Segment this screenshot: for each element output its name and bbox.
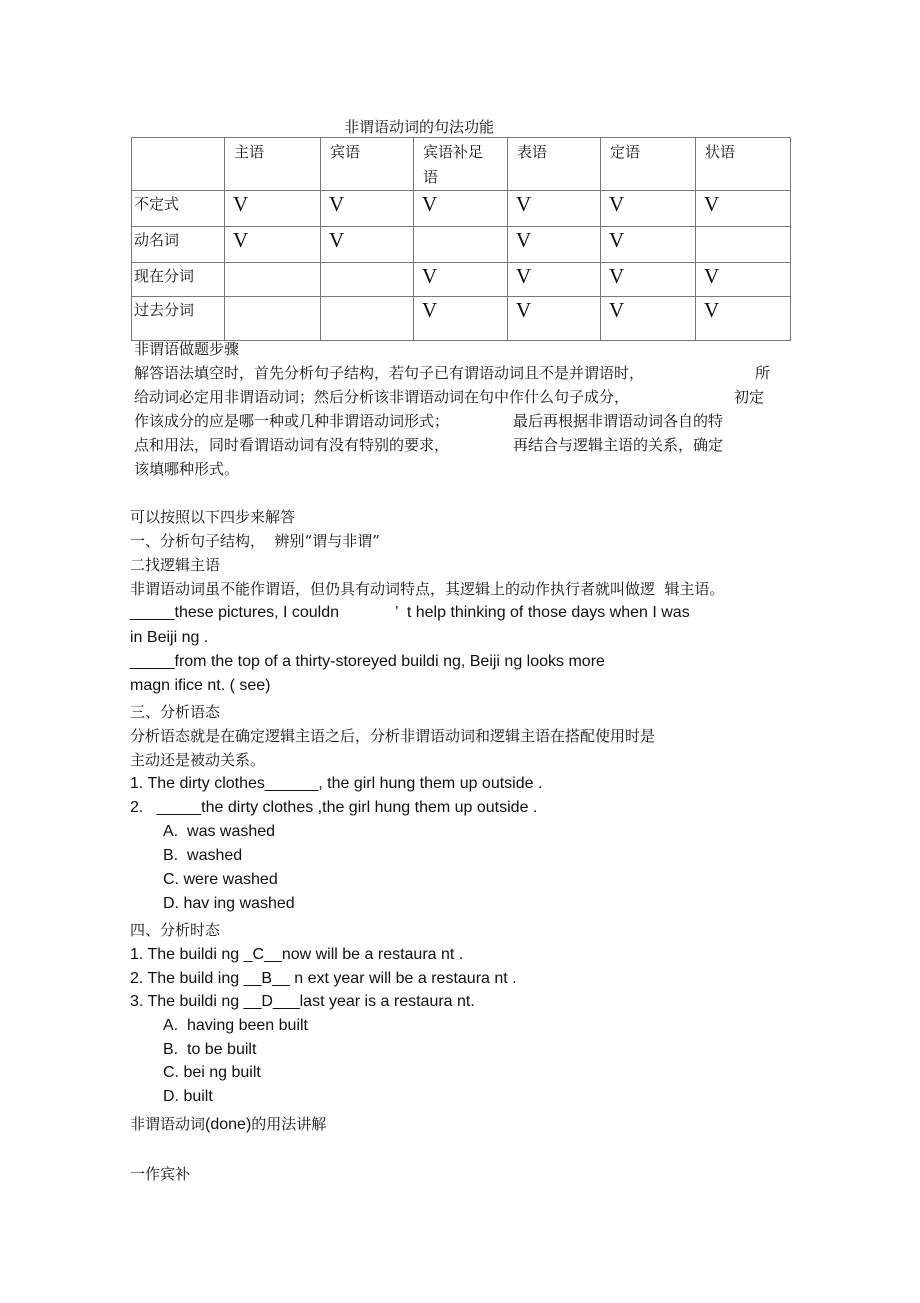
check-mark: V [233, 192, 249, 216]
steps-heading: 非谓语做题步骤 [134, 340, 240, 358]
done-subheading-object-complement: 一作宾补 [130, 1165, 191, 1183]
header-cell-object-complement [414, 138, 508, 191]
row-label: 现在分词 [132, 263, 225, 297]
table-cell [696, 297, 791, 341]
table-cell [414, 263, 508, 297]
check-mark: V [516, 264, 532, 288]
example1-line2: in Beiji ng . [130, 629, 209, 646]
steps-line-3a: 作该成分的应是哪一种或几种非谓语动词形式； [134, 412, 450, 430]
check-mark: V [233, 228, 249, 252]
voice-option-b: B. washed [163, 847, 243, 864]
tense-question-1: 1. The buildi ng _C__now will be a restaura nt . [130, 946, 464, 963]
steps-line-1b: 所 [755, 364, 771, 382]
check-mark: V [609, 192, 625, 216]
header-line-1: 宾语补足 [423, 143, 484, 161]
check-mark: V [329, 192, 345, 216]
step3-heading: 三、分析语态 [130, 703, 221, 721]
example2-line2: magn ifice nt. ( see) [130, 677, 271, 694]
steps-line-4a: 点和用法，同时看谓语动词有没有特别的要求， [134, 436, 450, 454]
header-cell-empty [132, 138, 225, 191]
check-mark: V [516, 228, 532, 252]
check-mark [227, 264, 233, 288]
table-cell [321, 297, 414, 341]
voice-option-d: D. hav ing washed [163, 895, 295, 912]
check-mark [698, 228, 704, 252]
voice-option-c: C. were washed [163, 871, 278, 888]
table-cell [414, 297, 508, 341]
table-cell [508, 191, 601, 227]
header-cell-predicative: 表语 [508, 138, 601, 191]
example1-line1a: _____these pictures, I couldn [130, 604, 340, 621]
header-cell-attributive: 定语 [601, 138, 696, 191]
table-cell [225, 263, 321, 297]
step1-heading: 一、分析句子结构， 辨别“谓与非谓” [130, 532, 380, 550]
step4-heading: 四、分析时态 [130, 921, 221, 939]
table-row [132, 227, 791, 263]
table-cell [225, 191, 321, 227]
row-label: 不定式 [132, 191, 225, 227]
check-mark: V [609, 298, 625, 322]
table-cell [601, 263, 696, 297]
step3-description-1: 分析语态就是在确定逻辑主语之后，分析非谓语动词和逻辑主语在搭配使用时是 [130, 727, 656, 745]
check-mark: V [329, 228, 345, 252]
check-mark: V [704, 298, 720, 322]
steps-line-2b: 初定 [734, 388, 765, 406]
check-mark [323, 264, 329, 288]
tense-question-3: 3. The buildi ng __D___last year is a restaura nt. [130, 993, 475, 1010]
steps-line-3b: 最后再根据非谓语动词各自的特 [513, 412, 724, 430]
check-mark: V [516, 298, 532, 322]
tense-option-a: A. having been built [163, 1017, 308, 1034]
table-cell [696, 191, 791, 227]
check-mark: V [704, 192, 720, 216]
check-mark [416, 228, 422, 252]
voice-question-2: 2. _____the dirty clothes ,the girl hung them up outside . [130, 799, 538, 816]
tense-option-d: D. built [163, 1088, 213, 1105]
check-mark: V [609, 228, 625, 252]
step3-description-2: 主动还是被动关系。 [130, 751, 266, 769]
voice-option-a: A. was washed [163, 823, 276, 840]
tense-question-2: 2. The build ing __B__ n ext year will be a restaura nt . [130, 970, 517, 987]
table-row [132, 191, 791, 227]
header-line-2: 语 [423, 168, 439, 186]
row-label: 动名词 [132, 227, 225, 263]
table-cell [601, 191, 696, 227]
steps-line-1a: 解答语法填空时，首先分析句子结构，若句子已有谓语动词且不是并谓语时， [134, 364, 645, 382]
table-cell [508, 263, 601, 297]
header-cell-adverbial: 状语 [696, 138, 791, 191]
row-label: 过去分词 [132, 297, 225, 341]
example2-line1: _____from the top of a thirty-storeyed buildi ng, Beiji ng looks more [130, 653, 605, 670]
voice-question-1: 1. The dirty clothes______, the girl hung them up outside . [130, 775, 543, 792]
step2-description: 非谓语动词虽不能作谓语，但仍具有动词特点，其逻辑上的动作执行者就叫做逻 辑主语。 [130, 580, 725, 598]
done-section-heading: 非谓语动词(done)的用法讲解 [130, 1115, 327, 1133]
table-cell [225, 297, 321, 341]
table-header-row [132, 138, 791, 191]
example1-line1b: ’ t help thinking of those days when I was [395, 604, 690, 621]
four-steps-intro: 可以按照以下四步来解答 [130, 508, 296, 526]
table-cell [601, 227, 696, 263]
table-cell [225, 227, 321, 263]
steps-line-5: 该填哪种形式。 [134, 460, 240, 478]
step2-heading: 二找逻辑主语 [130, 556, 221, 574]
check-mark [323, 298, 329, 322]
header-cell-object: 宾语 [321, 138, 414, 191]
check-mark: V [422, 264, 438, 288]
table-cell [321, 227, 414, 263]
table-row [132, 297, 791, 341]
table-cell [696, 227, 791, 263]
check-mark: V [422, 298, 438, 322]
table-cell [696, 263, 791, 297]
table-row [132, 263, 791, 297]
steps-line-4b: 再结合与逻辑主语的关系，确定 [513, 436, 724, 454]
check-mark: V [609, 264, 625, 288]
check-mark [227, 298, 233, 322]
table-cell [414, 227, 508, 263]
check-mark: V [422, 192, 438, 216]
table-cell [414, 191, 508, 227]
table-title: 非谓语动词的句法功能 [344, 118, 495, 136]
table-cell [601, 297, 696, 341]
tense-option-c: C. bei ng built [163, 1064, 261, 1081]
table-cell [508, 227, 601, 263]
check-mark: V [704, 264, 720, 288]
table-cell [321, 191, 414, 227]
header-cell-subject: 主语 [225, 138, 321, 191]
check-mark: V [516, 192, 532, 216]
syntax-function-table [131, 137, 791, 341]
table-cell [508, 297, 601, 341]
steps-line-2a: 给动词必定用非谓语动词；然后分析该非谓语动词在句中作什么句子成分， [134, 388, 630, 406]
tense-option-b: B. to be built [163, 1041, 257, 1058]
table-cell [321, 263, 414, 297]
